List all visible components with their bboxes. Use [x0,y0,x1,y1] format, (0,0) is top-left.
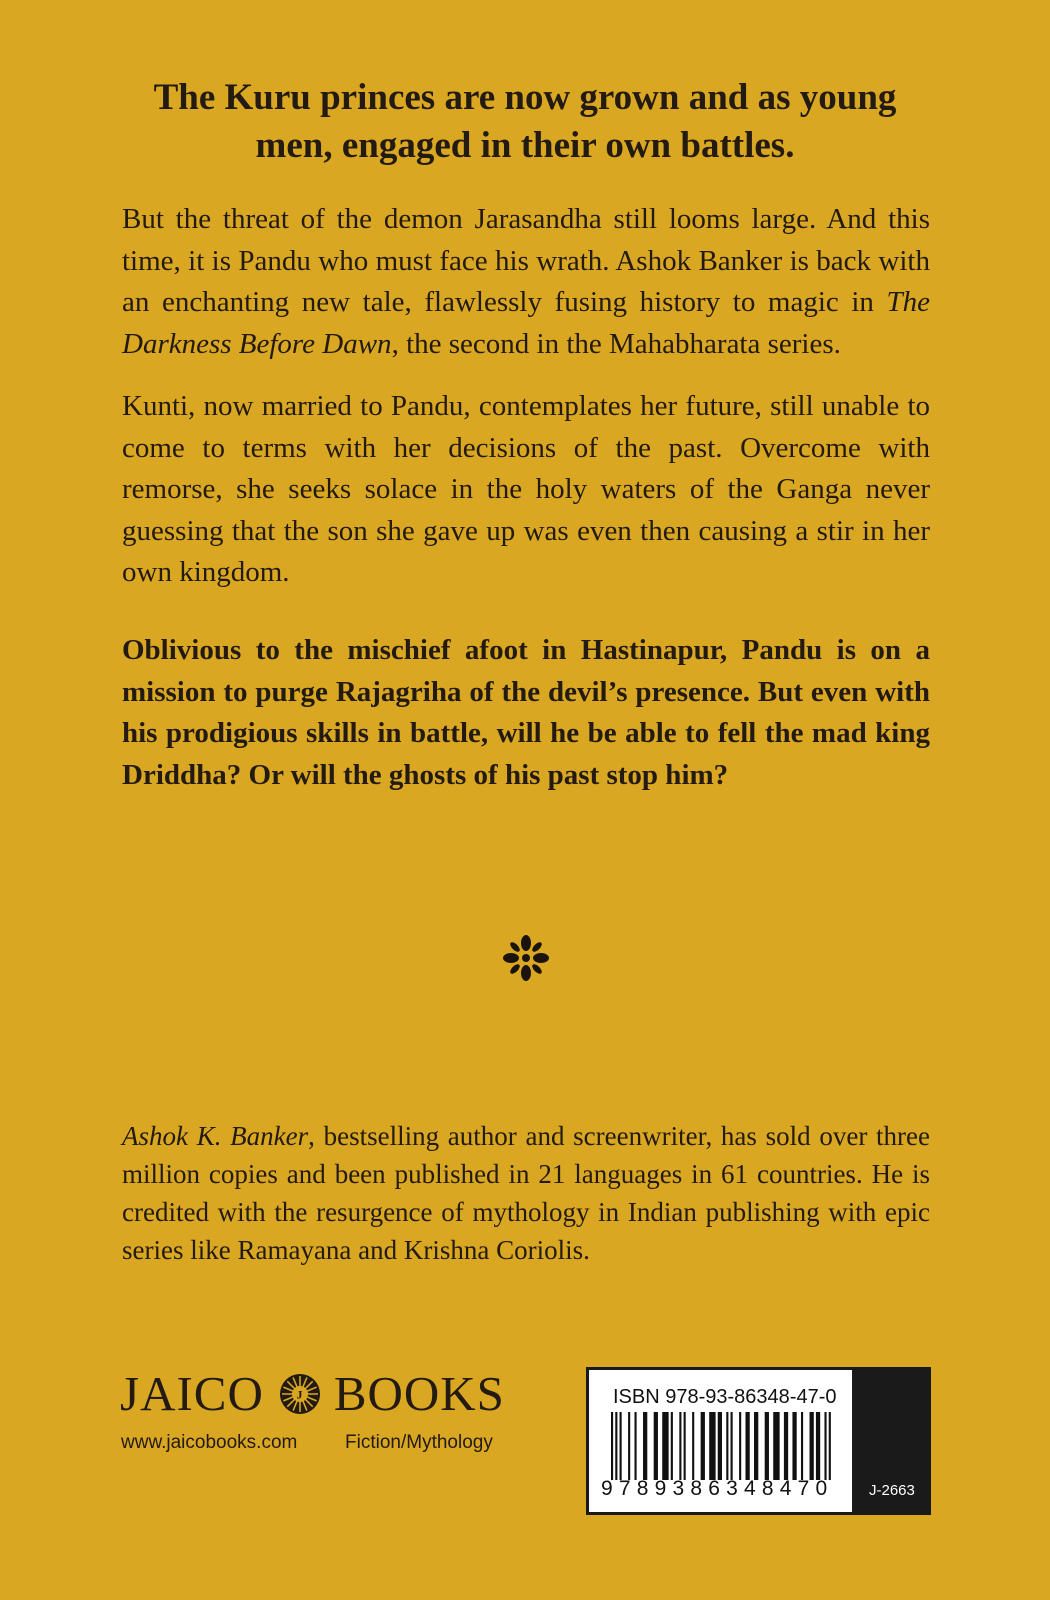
barcode-bar [692,1412,694,1480]
synopsis-paragraph-1 [122,199,930,365]
synopsis-paragraph-2: Kunti, now married to Pandu, contemplates her future, still unable to come to terms with her decisions of the past. Overcome with remorse, she seeks solace in the holy waters of the Ganga never guessing that the son she gave up was even then causing a stir in her own kingdom. [122,390,930,588]
book-title-italic: The Darkness Before Dawn [122,286,930,360]
barcode-bar [792,1412,796,1480]
floral-ornament-icon [500,932,552,984]
barcode-bar [718,1412,722,1480]
barcode-bar [709,1412,715,1480]
barcode-bar [662,1412,668,1480]
barcode-bar [679,1412,681,1480]
barcode-bar [620,1412,622,1480]
barcode-bar [643,1412,647,1480]
barcode-bar [810,1412,814,1480]
genre-label: Fiction/Mythology [345,1432,493,1453]
barcode-bar [745,1412,749,1480]
barcode-bar [634,1412,636,1480]
barcode-bar [628,1412,630,1480]
barcode-bar [684,1412,686,1480]
synopsis-text-before-title: But the threat of the demon Jarasandha still looms large. And this time, it is Pandu who must face his wrath. Ashok Banker is back with an enchanting new tale, flawlessly fusing history to magic in [122,203,930,318]
barcode-bar [671,1412,673,1480]
headline: The Kuru princes are now grown and as young men, engaged in their own battles. [153,77,897,166]
barcode-bar [611,1412,613,1480]
barcode-block [586,1367,931,1515]
barcode-bar [726,1412,728,1480]
barcode-bar [654,1412,658,1480]
barcode-bar [801,1412,803,1480]
barcode-bars [611,1412,833,1480]
author-bio-text: , bestselling author and screenwriter, has sold over three million copies and been published in 21 languages in 61 countries. He is credited with the resurgence of mythology in Indian publishing with epic series like Ramayana and Krishna Coriolis. [122,1121,930,1265]
barcode-bar [754,1412,758,1480]
barcode-bar [773,1412,779,1480]
author-bio [122,1117,930,1269]
barcode-bar [784,1412,788,1480]
barcode-bar [701,1412,705,1480]
product-code: J-2663 [869,1482,915,1499]
publisher-name-left: JAICO [120,1366,264,1421]
barcode-digits: 9789386348470 [601,1477,834,1500]
synopsis-paragraph-3-bold: Oblivious to the mischief afoot in Hastinapur, Pandu is on a mission to purge Rajagriha of the devil’s presence. But even with his prodigious skills in battle, will he be able to fell the mad king Driddha? Or will the ghosts of his past stop him? [122,634,930,791]
synopsis-text-after-title: , the second in the Mahabharata series. [391,327,841,360]
publisher-name-right: BOOKS [333,1366,505,1421]
publisher-url: www.jaicobooks.com [121,1432,298,1453]
jaico-wheel-logo-icon [278,1372,322,1416]
barcode-bar [739,1412,741,1480]
barcode-bar [615,1412,617,1480]
barcode-bar [824,1412,826,1480]
publisher-logo [120,1366,505,1422]
barcode-bar [731,1412,733,1480]
barcode-panel [589,1370,852,1512]
barcode-bar [829,1412,831,1480]
logo-letter: J [296,1387,304,1402]
barcode-bar [765,1412,769,1480]
isbn-label: ISBN 978-93-86348-47-0 [613,1386,837,1408]
barcode-bar [816,1412,820,1480]
author-name: Ashok K. Banker [122,1121,309,1151]
